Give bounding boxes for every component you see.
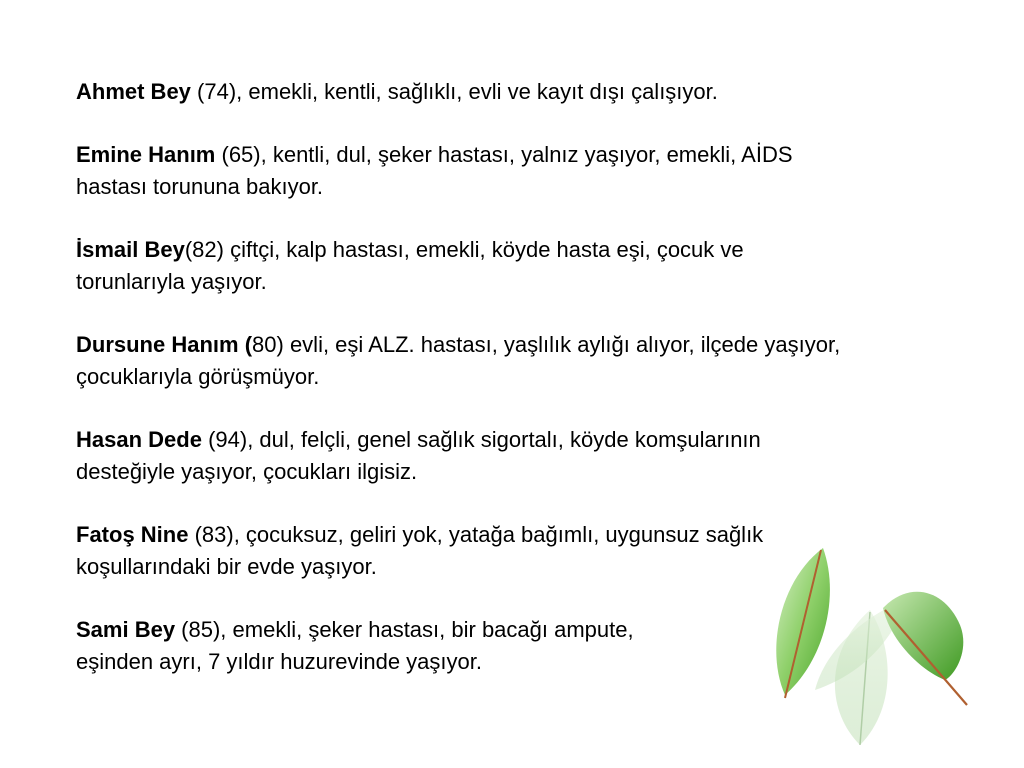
profile-details-cont: koşullarındaki bir evde yaşıyor. bbox=[76, 554, 377, 579]
profile-details: (94), dul, felçli, genel sağlık sigortalı, köyde komşularının bbox=[201, 427, 761, 452]
profile-name: Emine Hanım bbox=[76, 142, 216, 167]
green-leaves-icon bbox=[755, 540, 995, 760]
profile-name: Fatoş Nine bbox=[76, 522, 189, 547]
profile-details: (83), çocuksuz, geliri yok, yatağa bağımlı, uygunsuz sağlık bbox=[188, 522, 764, 547]
profile-dursune bbox=[76, 329, 986, 393]
profile-details-cont: eşinden ayrı, 7 yıldır huzurevinde yaşıyor. bbox=[76, 649, 482, 674]
profile-details: (82) çiftçi, kalp hastası, emekli, köyde hasta eşi, çocuk ve bbox=[184, 237, 744, 262]
profile-name: Hasan Dede bbox=[76, 427, 202, 452]
profile-name: Dursune Hanım ( bbox=[76, 332, 253, 357]
profile-ahmet bbox=[76, 76, 986, 108]
profile-details-cont: hastası torununa bakıyor. bbox=[76, 174, 324, 199]
profile-details: (65), kentli, dul, şeker hastası, yalnız yaşıyor, emekli, AİDS bbox=[215, 142, 793, 167]
profile-name: Sami Bey bbox=[76, 617, 176, 642]
profile-details-cont: çocuklarıyla görüşmüyor. bbox=[76, 364, 320, 389]
profile-details: (85), emekli, şeker hastası, bir bacağı ampute, bbox=[175, 617, 634, 642]
profile-details-cont: torunlarıyla yaşıyor. bbox=[76, 269, 267, 294]
profile-name: Ahmet Bey bbox=[76, 79, 191, 104]
profile-emine bbox=[76, 139, 986, 203]
profile-details-cont: desteğiyle yaşıyor, çocukları ilgisiz. bbox=[76, 459, 418, 484]
profile-name: İsmail Bey bbox=[76, 237, 185, 262]
profile-details: (74), emekli, kentli, sağlıklı, evli ve kayıt dışı çalışıyor. bbox=[190, 79, 718, 104]
profile-ismail bbox=[76, 234, 986, 298]
leaf-right bbox=[883, 592, 963, 680]
profile-hasan bbox=[76, 424, 986, 488]
profile-details: 80) evli, eşi ALZ. hastası, yaşlılık aylığı alıyor, ilçede yaşıyor, bbox=[252, 332, 841, 357]
